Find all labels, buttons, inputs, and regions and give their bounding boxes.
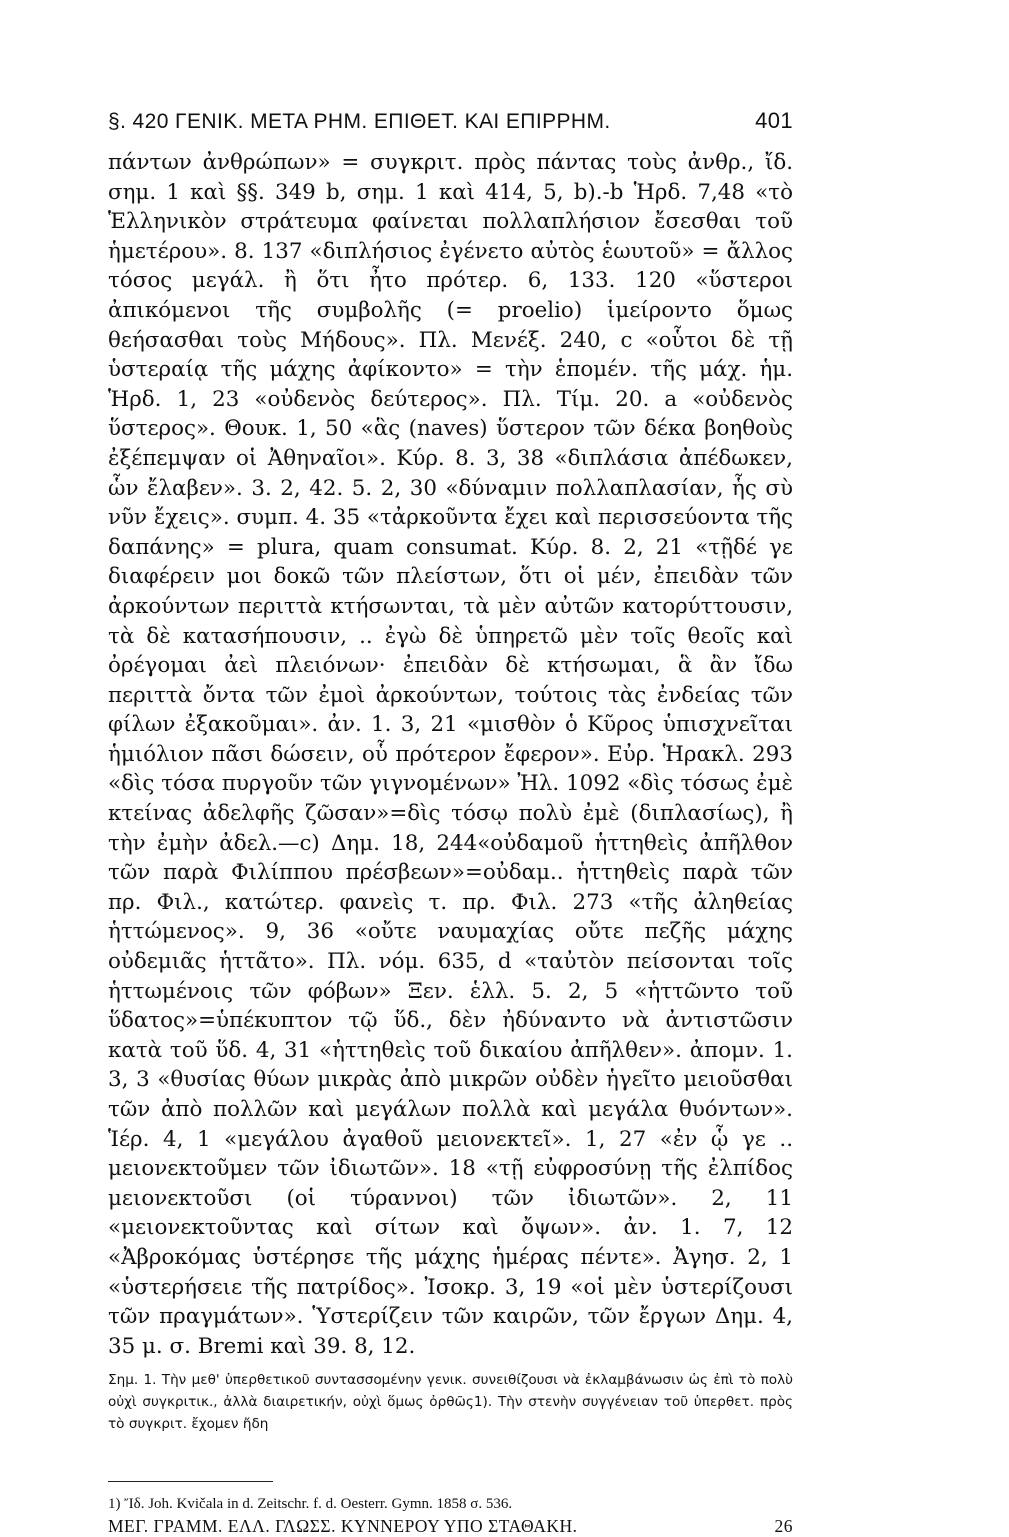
body-paragraph: πάντων ἀνθρώπων» = συγκριτ. πρὸς πάντας τοὺς ἀνθρ., ἴδ. σημ. 1 καὶ §§. 349 b, σημ. 1 καὶ 414, 5, b).-b Ἡρδ. 7,48 «τὸ Ἑλληνικὸν στράτευμα φαίνεται πολλαπλήσιον ἔσεσθαι τοῦ ἡμετέρου». 8. 137 «διπλήσιος ἐγένετο αὐτὸς ἑωυτοῦ» = ἄλλος τόσος μεγάλ. ἢ ὅτι ἦτο πρότερ. 6, 133. 120 «ὕστεροι ἀπικόμενοι τῆς συμβολῆς (= proelio) ἱμείροντο ὅμως θεήσασθαι τοὺς Μήδους». Πλ. Μενέξ. 240, c «οὗτοι δὲ τῇ ὑστεραίᾳ τῆς μάχης ἀφίκοντο» = τὴν ἑπομέν. τῆς μάχ. ἡμ. Ἡρδ. 1, 23 «οὐδενὸς δεύτερος». Πλ. Τίμ. 20. a «οὐδενὸς ὕστερος». Θουκ. 1, 50 «ἃς (naves) ὕστερον τῶν δέκα βοηθοὺς ἐξέπεμψαν οἱ Ἀθηναῖοι». Κύρ. 8. 3, 38 «διπλάσια ἀπέδωκεν, ὧν ἔλαβεν». 3. 2, 42. 5. 2, 30 «δύναμιν πολλαπλασίαν, ἧς σὺ νῦν ἔχεις». συμπ. 4. 35 «τἀρκοῦντα ἔχει καὶ περισσεύοντα τῆς δαπάνης» = plura, quam consumat. Κύρ. 8. 2, 21 «τῇδέ γε διαφέρειν μοι δοκῶ τῶν πλείστων, ὅτι οἱ μέν, ἐπειδὰν τῶν ἀρκούντων περιττὰ κτήσωνται, τὰ μὲν αὐτῶν κατορύττουσιν, τὰ δὲ κατασήπουσιν, .. ἐγὼ δὲ ὑπηρετῶ μὲν τοῖς θεοῖς καὶ ὀρέγομαι ἀεὶ πλειόνων· ἐπειδὰν δὲ κτήσωμαι, ἃ ἂν ἴδω περιττὰ ὄντα τῶν ἐμοὶ ἀρκούντων, τούτοις τὰς ἐνδείας τῶν φίλων ἐξακοῦμαι». ἀν. 1. 3, 21 «μισθὸν ὁ Κῦρος ὑπισχνεῖται ἡμιόλιον πᾶσι δώσειν, οὗ πρότερον ἔφερον». Εὐρ. Ἡρακλ. 293 «δὶς τόσα πυργοῦν τῶν γιγνομένων» Ἠλ. 1092 «δὶς τόσως ἐμὲ κτείνας ἀδελφῆς ζῶσαν»=δὶς τόσῳ πολὺ ἐμὲ (διπλασίως), ἢ τὴν ἐμὴν ἀδελ.—c) Δημ. 18, 244«οὐδαμοῦ ἡττηθεὶς ἀπῆλθον τῶν παρὰ Φιλίππου πρέσβεων»=οὐδαμ.. ἡττηθεὶς παρὰ τῶν πρ. Φιλ., κατώτερ. φανεὶς τ. πρ. Φιλ. 273 «τῆς ἀληθείας ἡττώμενος». 9, 36 «οὔτε ναυμαχίας οὔτε πεζῆς μάχης οὐδεμιᾶς ἡττᾶτο». Πλ. νόμ. 635, d «ταὐτὸν πείσονται τοῖς ἡττωμένοις τῶν φόβων» Ξεν. ἑλλ. 5. 2, 5 «ἡττῶντο τοῦ ὕδατος»=ὑπέκυπτον τῷ ὕδ., δὲν ἠδύναντο νὰ ἀντιστῶσιν κατὰ τοῦ ὕδ. 4, 31 «ἡττηθεὶς τοῦ δικαίου ἀπῆλθεν». ἀπομν. 1. 3, 3 «θυσίας θύων μικρὰς ἀπὸ μικρῶν οὐδὲν ἡγεῖτο μειοῦσθαι τῶν ἀπὸ πολλῶν καὶ μεγάλων πολλὰ καὶ μεγάλα θυόντων». Ἱέρ. 4, 1 «μεγάλου ἀγαθοῦ μειονεκτεῖ». 1, 27 «ἐν ᾧ γε .. μειονεκτοῦμεν τῶν ἰδιωτῶν». 18 «τῇ εὐφροσύνῃ τῆς ἐλπίδος μειονεκτοῦσι (οἱ τύραννοι) τῶν ἰδιωτῶν». 2, 11 «μειονεκτοῦντας καὶ σίτων καὶ ὄψων». ἀν. 1. 7, 12 «Ἀβροκόμας ὑστέρησε τῆς μάχης ἡμέρας πέντε». Ἀγησ. 2, 1 «ὑστερήσειε τῆς πατρίδος». Ἰσοκρ. 3, 19 «οἱ μὲν ὑστερίζουσι τῶν πραγμάτων». Ὑστερίζειν τῶν καιρῶν, τῶν ἔργων Δημ. 4, 35 μ. σ. Bremi καὶ 39. 8, 12. [108, 150, 793, 1359]
footnote-rule [108, 1481, 273, 1482]
remark-note: Σημ. 1. Τὴν μεθ' ὑπερθετικοῦ συντασσομένην γενικ. συνειθίζουσι νὰ ἐκλαμβάνωσιν ὡς ἐπὶ τὸ πολὺ οὐχὶ συγκριτικ., ἀλλὰ διαιρετικήν, οὐχὶ ὅμως ὀρθῶς1). Τὴν στενὴν συγγένειαν τοῦ ὑπερθετ. πρὸς τὸ συγκριτ. ἔχομεν ἤδη [108, 1372, 793, 1433]
document-page [108, 108, 793, 1537]
signature-text: ΜΕΓ. ΓΡΑΜΜ. ΕΛΛ. ΓΛΩΣΣ. ΚΥΝΝΕΡΟΥ ΥΠΟ ΣΤΑΘΑΚΗ. [108, 1516, 578, 1537]
footnote: 1) Ἴδ. Joh. Kvičala in d. Zeitschr. f. d. Oesterr. Gymn. 1858 σ. 536. [108, 1496, 513, 1513]
page-number: 401 [755, 108, 793, 133]
body-text [108, 148, 793, 1361]
signature-mark: 26 [774, 1516, 793, 1537]
signature-line [108, 1516, 793, 1537]
section-title: §. 420 ΓΕΝΙΚ. ΜΕΤΑ ΡΗΜ. ΕΠΙΘΕΤ. ΚΑΙ ΕΠΙΡΡΗΜ. [108, 110, 611, 133]
running-head [108, 108, 793, 134]
